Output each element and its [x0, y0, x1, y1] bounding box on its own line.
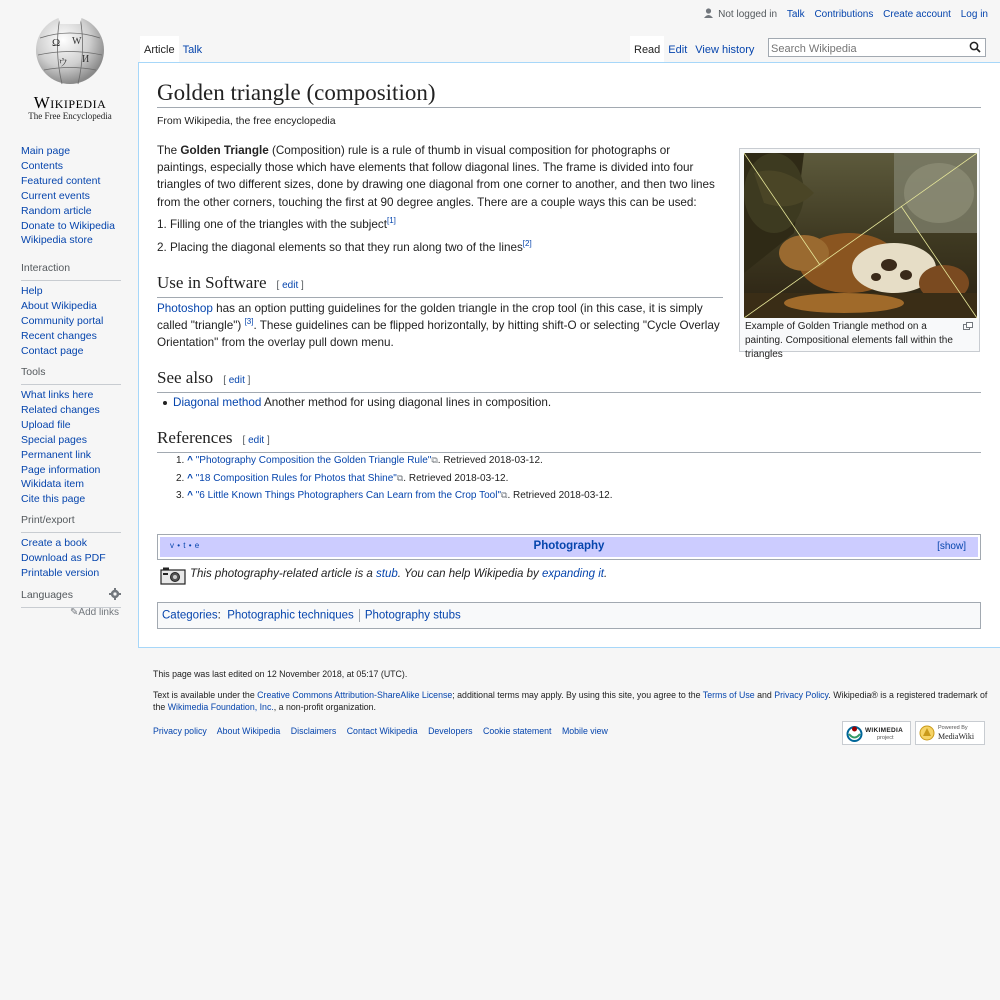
point-1 — [157, 216, 396, 233]
reference-title-link[interactable]: "18 Composition Rules for Photos that Shine" — [195, 472, 397, 484]
edit-link-references[interactable]: edit — [248, 435, 265, 446]
reference-item — [176, 452, 613, 470]
navbox — [157, 534, 981, 560]
sidebar-item-permanent-link[interactable]: Permanent link — [21, 448, 92, 461]
sidebar-item-featured-content[interactable]: Featured content — [21, 174, 101, 187]
section-title-references: References — [157, 428, 233, 447]
diagonal-method-link[interactable]: Diagonal method — [173, 396, 262, 409]
expanding-link[interactable]: expanding it — [541, 568, 604, 580]
reference-title-link[interactable]: "6 Little Known Things Photographers Can Learn from the Crop Tool" — [195, 490, 501, 501]
sidebar-item-wikidata-item[interactable]: Wikidata item — [21, 478, 85, 491]
search-icon[interactable] — [969, 41, 981, 53]
page-title: Golden triangle (composition) — [157, 78, 981, 108]
categories-colon: : — [217, 609, 221, 622]
personal-talk-link[interactable]: Talk — [786, 9, 805, 20]
external-link-icon: ⧉ — [501, 490, 508, 500]
reference-number: 1. — [176, 455, 188, 466]
bullet-icon — [163, 401, 167, 405]
thumbnail-caption: Example of Golden Triangle method on a painting. Compositional elements fall within the triangles — [745, 321, 953, 360]
sidebar-item-special-pages[interactable]: Special pages — [21, 433, 87, 446]
svg-text:ウ: ウ — [58, 58, 68, 69]
not-logged-in-text: Not logged in — [718, 9, 778, 20]
sidebar-print-export — [21, 513, 126, 581]
footer-link-contact[interactable]: Contact Wikipedia — [346, 726, 418, 736]
puzzle-globe-icon — [30, 10, 110, 86]
footer-link-cookie-statement[interactable]: Cookie statement — [483, 726, 552, 736]
navbox-title[interactable]: Photography — [533, 540, 605, 552]
sidebar-heading-interaction: Interaction — [21, 261, 121, 281]
section-heading-software — [157, 272, 723, 298]
section-heading-references — [157, 427, 981, 453]
log-in-link[interactable]: Log in — [960, 9, 988, 20]
wikimedia-project-badge[interactable] — [842, 721, 911, 745]
contributions-link[interactable]: Contributions — [814, 9, 874, 20]
create-account-link[interactable]: Create account — [883, 9, 951, 20]
stub-link[interactable]: stub — [376, 568, 398, 580]
sidebar-item-printable-version[interactable]: Printable version — [21, 566, 100, 579]
external-link-icon: ⧉ — [396, 472, 404, 483]
see-also-text: Another method for using diagonal lines in composition. — [261, 396, 552, 409]
edit-bracket-close: ] — [244, 375, 251, 386]
user-icon — [704, 8, 713, 18]
point-2-text: 2. Placing the diagonal elements so that they run along two of the lines — [157, 241, 523, 254]
add-links-link[interactable]: Add links — [78, 607, 119, 618]
sidebar-item-community-portal[interactable]: Community portal — [21, 314, 104, 327]
footer-link-privacy-policy[interactable]: Privacy policy — [153, 726, 207, 736]
sidebar-heading-languages — [21, 588, 121, 608]
category-links — [157, 602, 981, 629]
categories-link[interactable]: Categories — [162, 609, 218, 622]
stub-text-mid: . You can help Wikipedia by — [397, 568, 542, 580]
sidebar-item-contents[interactable]: Contents — [21, 159, 64, 172]
svg-text:W: W — [72, 36, 82, 47]
edit-link-software[interactable]: edit — [282, 280, 299, 291]
software-text-1: has an option putting guidelines for the golden triangle in the crop tool (in this case, it is simply called "triangle") — [157, 302, 703, 333]
intro-bold-term: Golden Triangle — [180, 144, 269, 157]
ref-link-3[interactable]: [3] — [244, 317, 254, 327]
sidebar-navigation — [21, 144, 126, 248]
edit-bracket-open: [ — [242, 435, 249, 446]
mediawiki-badge-top: Powered By — [938, 725, 968, 731]
painting-image[interactable] — [744, 153, 977, 318]
photoshop-link[interactable]: Photoshop — [157, 302, 213, 315]
category-photography-stubs[interactable]: Photography stubs — [364, 609, 461, 622]
tagline: The Free Encyclopedia — [28, 111, 112, 121]
sidebar-interaction — [21, 261, 126, 359]
ref-link-2[interactable]: [2] — [522, 239, 532, 249]
edit-bracket-close: ] — [264, 435, 270, 446]
license-text-3: . Wikipedia® is a registered trademark of the — [153, 690, 988, 712]
svg-text:Ω: Ω — [52, 37, 61, 49]
footer-link-developers[interactable]: Developers — [428, 726, 473, 736]
tab-edit[interactable]: Edit — [668, 44, 688, 56]
external-link-icon: ⧉ — [431, 455, 438, 465]
sidebar-item-download-pdf[interactable]: Download as PDF — [21, 551, 106, 564]
reference-item — [176, 487, 613, 505]
languages-heading-label: Languages — [21, 589, 73, 601]
wikimedia-badge-text: WIKIMEDIA — [865, 727, 904, 734]
reference-retrieved: . Retrieved 2018-03-12. — [507, 490, 613, 501]
namespace-tabs — [140, 36, 206, 62]
sidebar-languages — [21, 588, 126, 621]
edit-bracket-open: [ — [276, 280, 283, 291]
software-paragraph — [157, 300, 723, 352]
point-2 — [157, 239, 532, 256]
section-title-see-also: See also — [157, 368, 214, 387]
last-edited: This page was last edited on 12 November 2018, at 05:17 (UTC). — [153, 669, 408, 679]
sidebar-item-what-links-here[interactable]: What links here — [21, 389, 94, 401]
sidebar-item-about[interactable]: About Wikipedia — [21, 299, 97, 312]
reference-backlink[interactable]: ^ — [187, 455, 193, 466]
sidebar-tools — [21, 365, 126, 507]
section-edit-software — [277, 280, 304, 291]
thumbnail — [739, 148, 980, 360]
pencil-icon: ✎ — [70, 607, 79, 618]
intro-text-rest: (Composition) rule is a rule of thumb in visual composition for photographs or paintings, especially those which have elements that follow diagonal lines. The frame is divided into four triangles of two different sizes, done by drawing one diagonal from one corner to another, and then two lines from the other corners, touching the first at 90 degree angles. There are a couple ways this can be used: — [157, 144, 715, 209]
see-also-item — [163, 394, 551, 411]
category-separator — [359, 609, 360, 622]
stub-text-post: . — [603, 568, 608, 580]
sidebar-heading-print-export: Print/export — [21, 513, 121, 533]
sidebar-item-store[interactable]: Wikipedia store — [21, 234, 93, 247]
search-box — [768, 38, 986, 57]
sidebar-item-current-events[interactable]: Current events — [21, 189, 90, 202]
sidebar-heading-tools: Tools — [21, 365, 121, 385]
edit-bracket-open: [ — [223, 375, 229, 386]
cc-license-link[interactable]: Creative Commons Attribution-ShareAlike License — [257, 690, 453, 700]
enlarge-icon[interactable] — [963, 322, 973, 330]
reference-backlink[interactable]: ^ — [187, 490, 193, 501]
tab-article[interactable]: Article — [140, 36, 179, 62]
ref-link-1[interactable]: [1] — [386, 216, 396, 226]
intro-text-start: The — [157, 144, 181, 157]
sidebar-item-random-article[interactable]: Random article — [21, 204, 92, 217]
license-text-1: Text is available under the — [153, 690, 258, 700]
tab-view-history[interactable]: View history — [695, 44, 755, 56]
sidebar-item-recent-changes[interactable]: Recent changes — [21, 329, 97, 342]
svg-text:И: И — [82, 54, 90, 65]
footer-link-mobile-view[interactable]: Mobile view — [561, 726, 608, 736]
wikimedia-badge-subtext: project — [877, 735, 894, 741]
site-subtitle: From Wikipedia, the free encyclopedia — [157, 115, 336, 127]
reference-number: 3. — [176, 490, 188, 501]
tab-talk[interactable]: Talk — [182, 44, 203, 56]
wikimedia-foundation-link[interactable]: Wikimedia Foundation, Inc. — [167, 702, 274, 712]
sidebar-item-main-page[interactable]: Main page — [21, 145, 71, 157]
section-heading-see-also — [157, 367, 981, 393]
wikipedia-logo[interactable] — [20, 10, 120, 125]
stub-text — [190, 568, 607, 580]
footer-link-about[interactable]: About Wikipedia — [216, 726, 281, 736]
license-text-2: ; additional terms may apply. By using this site, you agree to the — [452, 690, 703, 700]
add-links[interactable] — [21, 606, 119, 621]
section-edit-references — [243, 435, 270, 446]
license-text — [153, 689, 988, 713]
privacy-policy-inline-link[interactable]: Privacy Policy — [774, 690, 829, 700]
tab-read[interactable]: Read — [630, 36, 664, 62]
license-and: and — [754, 690, 775, 700]
sidebar-item-upload-file[interactable]: Upload file — [21, 418, 71, 431]
mediawiki-badge-text: MediaWiki — [938, 732, 975, 741]
sidebar-item-donate[interactable]: Donate to Wikipedia — [21, 219, 115, 232]
reference-backlink[interactable]: ^ — [187, 472, 193, 484]
stub-text-pre: This photography-related article is a — [190, 568, 377, 580]
sidebar-item-page-information[interactable]: Page information — [21, 463, 101, 476]
navbox-vte-links[interactable]: v • t • e — [170, 541, 200, 550]
edit-link-see-also[interactable]: edit — [228, 375, 245, 386]
sidebar-item-create-book[interactable]: Create a book — [21, 537, 87, 549]
reference-retrieved: . Retrieved 2018-03-12. — [403, 472, 509, 484]
powered-by-mediawiki-badge[interactable] — [915, 721, 985, 745]
sidebar-item-help[interactable]: Help — [21, 285, 43, 297]
intro-paragraph — [157, 142, 723, 211]
search-input[interactable] — [771, 42, 961, 57]
navbox-title-bar — [160, 537, 978, 557]
wikimedia-logo-icon — [846, 725, 863, 742]
view-tabs — [630, 36, 758, 62]
mediawiki-logo-icon — [919, 725, 935, 741]
reference-retrieved: . Retrieved 2018-03-12. — [437, 455, 543, 466]
software-text-2: . These guidelines can be flipped horizontally, by hitting shift-O or selecting "Cycle Overlay Orientation" from the overlay pull down menu. — [157, 319, 720, 350]
references-list — [176, 452, 613, 505]
personal-tools — [704, 8, 988, 20]
navbox-show-toggle[interactable]: [show] — [937, 541, 966, 552]
camera-icon — [160, 566, 186, 585]
edit-bracket-close: ] — [298, 280, 304, 291]
reference-number: 2. — [176, 472, 188, 484]
wordmark: Wikipedia — [33, 93, 107, 112]
sidebar-item-contact-page[interactable]: Contact page — [21, 344, 84, 357]
footer-link-disclaimers[interactable]: Disclaimers — [290, 726, 337, 736]
point-1-text: 1. Filling one of the triangles with the subject — [157, 218, 387, 231]
section-title-software: Use in Software — [157, 273, 267, 292]
reference-title-link[interactable]: "Photography Composition the Golden Triangle Rule" — [195, 455, 432, 466]
license-text-4: , a non-profit organization. — [273, 702, 377, 712]
gear-icon[interactable] — [109, 588, 121, 600]
sidebar-item-related-changes[interactable]: Related changes — [21, 403, 100, 416]
sidebar-item-cite-this-page[interactable]: Cite this page — [21, 493, 86, 506]
terms-of-use-link[interactable]: Terms of Use — [702, 690, 755, 700]
section-edit-see-also — [223, 375, 250, 386]
reference-item — [176, 470, 613, 488]
category-photographic-techniques[interactable]: Photographic techniques — [227, 609, 354, 622]
